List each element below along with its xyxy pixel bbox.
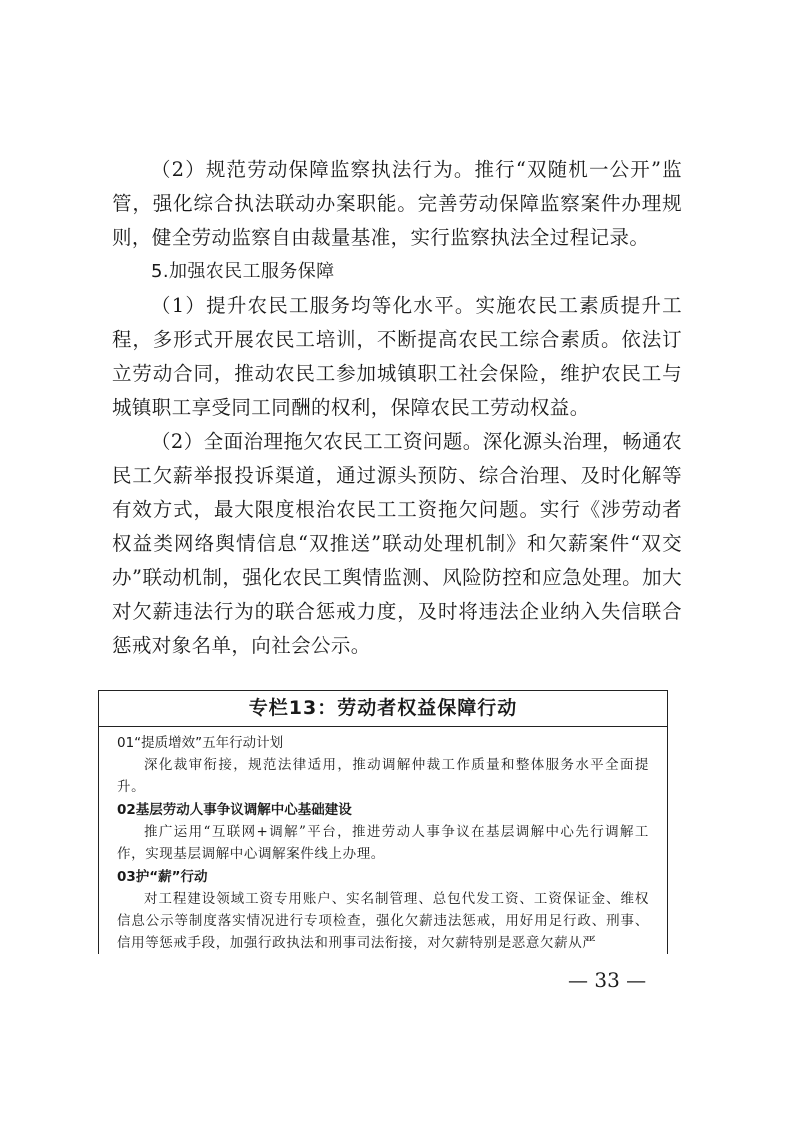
column-item-heading: 01“提质增效”五年行动计划: [117, 735, 284, 751]
column-title: 专栏13：劳动者权益保障行动: [99, 691, 667, 727]
column-item-heading: 02基层劳动人事争议调解中心基础建设: [117, 802, 352, 818]
column-item-text: 深化裁审衔接，规范法律适用，推动调解仲裁工作质量和整体服务水平全面提升。: [117, 757, 649, 795]
body-text: [112, 153, 682, 663]
paragraph-equal-services: （1）提升农民工服务均等化水平。实施农民工素质提升工程，多形式开展农民工培训，不断提高农民工综合素质。依法订立劳动合同，推动农民工参加城镇职工社会保险，维护农民工与城镇职工享受同工同酬的权利，保障农民工劳动权益。: [112, 294, 682, 419]
paragraph-labor-inspection: （2）规范劳动保障监察执法行为。推行“双随机一公开”监管，强化综合执法联动办案职能。完善劳动保障监察案件办理规则，健全劳动监察自由裁量基准，实行监察执法全过程记录。: [112, 158, 682, 249]
page-number: — 33 —: [568, 968, 647, 992]
paragraph-wage-arrears: （2）全面治理拖欠农民工工资问题。深化源头治理，畅通农民工欠薪举报投诉渠道，通过源头预防、综合治理、及时化解等有效方式，最大限度根治农民工工资拖欠问题。实行《涉劳动者权益类网络舆情信息“双推送”联动处理机制》和欠薪案件“双交办”联动机制，强化农民工舆情监测、风险防控和应急处理。加大对欠薪违法行为的联合惩戒力度，及时将违法企业纳入失信联合惩戒对象名单，向社会公示。: [112, 430, 682, 657]
column-item-text: 对工程建设领域工资专用账户、实名制管理、总包代发工资、工资保证金、维权信息公示等制度落实情况进行专项检查，强化欠薪违法惩戒，用好用足行政、刑事、信用等惩戒手段，加强行政执法和刑事司法衔接，对欠薪特别是恶意欠薪从严: [117, 891, 649, 951]
column-body: [99, 727, 667, 954]
section-heading-migrant-workers: 5.加强农民工服务保障: [151, 261, 335, 282]
column-item-heading: 03护“薪”行动: [117, 869, 208, 885]
column-item-text: 推广运用“互联网+调解”平台，推进劳动人事争议在基层调解中心先行调解工作，实现基层调解中心调解案件线上办理。: [117, 824, 649, 862]
column-box: [98, 690, 668, 954]
